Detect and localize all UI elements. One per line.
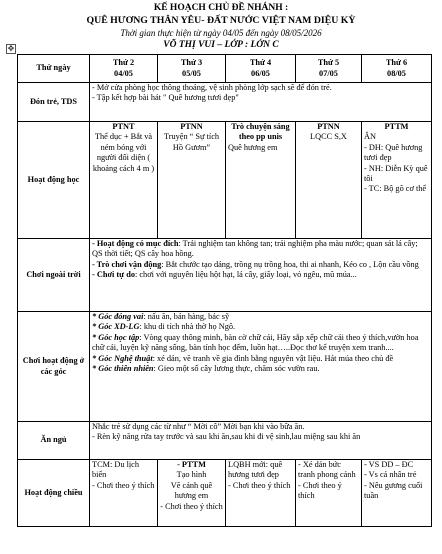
afternoon-cell: - PTTM Tạo hình Vẽ cảnh quê hương em - Chơi theo ý thích xyxy=(158,460,226,527)
learning-cell: PTTM ÂN - DH: Quê hương tươi đẹp - NH: Diễn Kỳ quê tôi - TC: Bộ gõ cơ thể xyxy=(362,122,432,239)
meal-content: Nhắc trẻ sử dụng các từ như “ Mời cô” Mời bạn khi vào bữa ăn. - Rèn kỹ năng rửa tay trước và sau khi ăn,sau khi đi vệ sinh,lau miệng sau khi ăn xyxy=(90,422,432,460)
row-meal xyxy=(18,422,432,460)
plan-period: Thời gian thực hiện từ ngày 04/05 đến ngày 08/05/2026 xyxy=(120,28,322,38)
learning-cell: PTNN Truyện “ Sự tích Hồ Gươm” xyxy=(158,122,226,239)
learning-cell: PTNT Thể dục + Bắt và ném bóng với người đối diện ( khoảng cách 4 m ) xyxy=(90,122,158,239)
row-label: Hoạt động chiều xyxy=(18,460,90,527)
weekly-plan-table xyxy=(17,54,432,527)
afternoon-cell: TCM: Du lịch biển - Chơi theo ý thích xyxy=(90,460,158,527)
plan-theme: QUÊ HƯƠNG THÂN YÊU- ĐẤT NƯỚC VIỆT NAM DIỆU KỲ xyxy=(86,15,356,26)
day-header: Thứ 2 04/05 xyxy=(90,55,158,83)
row-label: Chơi hoạt động ở các góc xyxy=(18,312,90,422)
day-header: Thứ 3 05/05 xyxy=(158,55,226,83)
row-corners xyxy=(18,312,432,422)
row-label: Đón trẻ, TDS xyxy=(18,83,90,122)
learning-cell: PTNN LQCC S,X xyxy=(296,122,362,239)
row-afternoon xyxy=(18,460,432,527)
row-learning xyxy=(18,122,432,239)
row-label: Ăn ngủ xyxy=(18,422,90,460)
welcome-content: - Mở cửa phòng học thông thoáng, vệ sinh phòng lớp sạch sẽ để đón trẻ. - Tập kết hợp bài hát " Quê hương tươi đẹp" xyxy=(90,83,432,122)
corner-header: Thứ ngày xyxy=(18,55,90,83)
table-header-row xyxy=(18,55,432,83)
day-header: Thứ 6 08/05 xyxy=(362,55,432,83)
row-label: Chơi ngoài trời xyxy=(18,239,90,312)
day-header: Thứ 5 07/05 xyxy=(296,55,362,83)
afternoon-cell: - VS DD – ĐC - Vs cá nhân trẻ - Nêu gương cuối tuần xyxy=(362,460,432,527)
teacher-class: VÕ THỊ VUI – LỚP : LỚN C xyxy=(163,40,279,50)
table-move-handle-icon[interactable]: ✥ xyxy=(7,44,15,53)
learning-cell: Trò chuyện sáng theo pp unis Quê hương em xyxy=(226,122,296,239)
day-header: Thứ 4 06/05 xyxy=(226,55,296,83)
row-label: Hoạt động học xyxy=(18,122,90,239)
plan-title: KẾ HOẠCH CHỦ ĐỀ NHÁNH : xyxy=(153,3,289,13)
row-welcome xyxy=(18,83,432,122)
afternoon-cell: LQBH mới: quê hương tươi đẹp - Chơi theo ý thích xyxy=(226,460,296,527)
corners-content: * Góc đóng vai: nấu ăn, bán hàng, bác sỹ * Góc XD-LG: khu di tích nhà thờ họ Ngô. * Góc học tập: Vòng quay thông minh, bàn cờ chữ cái, Hãy sắp xếp chữ cái theo ý thích,vườn hoa chữ cái, luyện kỹ năng sống, bàn tính học đếm, luồn hạt…..Đọc thơ kể truyện xem tranh.... * Góc Nghệ thuật: xé dán, vẽ tranh về gia đình bằng nguyên vật liệu. Hát múa theo chủ đề * Góc thiên nhiên: Gieo một số cây lương thực, chăm sóc vườn rau. xyxy=(90,312,432,422)
outdoor-content: - Hoạt động có mục đích: Trải nghiệm tan không tan; trải nghiệm pha màu nước; quan sát lá cây; QS thời tiết; QS cây hoa hồng. - Trò chơi vận động: Bắt chước tạo dáng, trồng nụ trồng hoa, thi ai nhanh, Kéo co , Lộn cầu vồng - Chơi tự do: chơi với nguyên liệu hột hạt, lá cây, giấy loại, vỏ ngêu, mũ múa... xyxy=(90,239,432,312)
row-outdoor xyxy=(18,239,432,312)
afternoon-cell: - Xé dán bức tranh phong cảnh - Chơi theo ý thích xyxy=(296,460,362,527)
